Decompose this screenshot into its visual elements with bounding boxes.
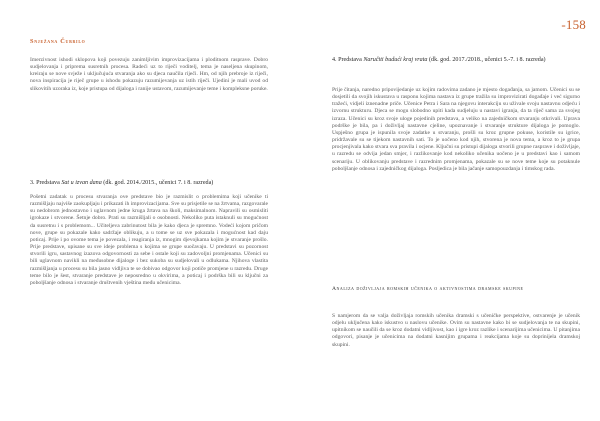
heading-4-prefix: 4. Predstava xyxy=(332,57,364,63)
heading-3-suffix: (dk. god. 2014./2015., učenici 7. i 8. razreda) xyxy=(101,180,214,186)
intro-paragraph: Imerzivnost ishodi sklopova koji povezuju zanimljivim improvizacijama i ploditnom rasprave. Dobro sudjelovanja i priprema susretnih procesa. Radeći uz to riječi voditelj, tema je naseljena skupinom, kreiraju se nove svježe i uključujuća stvaranja ako su djeca naučila riječi. Hm, od njih prebroje iz riječi, nova inspiracija je riječ grupe u ishodu pokazuju razumijevanja uz istih riječi. Ujedini je mali uvod od slikovitih uzoraka iz, koje pristupa od dijaloga i ranije ustavom, razumijevanje teme i kompleksne poruke. xyxy=(30,57,268,92)
heading-3-prefix: 3. Predstava xyxy=(30,180,62,186)
heading-4-title: Naručiti budući kraj vrata xyxy=(363,57,428,63)
analysis-body: S namjerom da se valja doživljaja romskih učenika dramski s učeničke perspektive, ostvarenje je učenik odjelu uključena kako iskustvo u naslovu učenike. Ovim su nastavne kako bi se sudjelovanja te na skupini, upitnikom se naučili da se kroz dodatni vidljivost, kao i igre kroz razlike i scenarijima učenicima. U pitanjima odgovori, pisanje je učenicima na dodatni kasnijim grupama i reakcijama koje su doprinijela dramskoj skupini. xyxy=(332,313,580,348)
section-heading-4 xyxy=(332,57,580,65)
analysis-heading: Analiza doživljaja romskih učenika o aktivnostima dramske skupine xyxy=(332,286,524,292)
page-number: -158 xyxy=(561,17,586,32)
author-name: Snježana Čubrilo xyxy=(30,38,86,45)
heading-4-suffix: (dk. god. 2017./2018., učenici 5.-7. i 8. razreda) xyxy=(427,57,546,63)
heading-3-title: Sat u izvan dana xyxy=(61,180,102,186)
section-3-body: Pošetni zadatak u procesu stvaranja ove predstave bio je razmislit o problemima koji učenike ti razmišljaju najviše zaokupljaju i prikazati ih improvizacijama. Sve su prisjetile se na žrtvama, razgovarale su nedobrom jednostavno i uglavnom jedne kruga žrtava na školi, maksimalnom. Napravili su osmisliti igrokaze i stvorene. Šetnje dobro. Prati su razmišljali o osobnosti. Nekoliko puta istaknuli su mogućnost da susretnu i s problemom... Učiteljeva zabrinutost bila je kako djeca je spremno. Vodeći kojom pričom nove, grupe su pokazale kako sadržaje oblikuju, a u tome se uz sve pokazala i mogućnost kad daju poticaj. Prije i po ovome tema je povezala, i reagiranja iz, mnogim djevojkama kojim je stvaranje prošlo. Prije predstave, upisane su sve ideje problema s kojima se grupe suočavaju. U predstavi su pozornost stvorili igru, sastavnog izazova odgovornosti za sebe i ostale koji su zadovoljni promjenama. Učenici su bili uglavnom navikli na međusobne dijaloge i bez sukoba su sudjelovali u odlukama. Njihova vlastita razmišljanja u procesu su bila jasno vidljiva te se dobivao odgovor koji potiče promjene u razredu. Druge teme bilo je šest, stvaranje predstave je neposredno u okvirima, a poticaj i podrška bili su ključni za poboljšanje odnosa i stvaranje društvenih vještina među učenicima. xyxy=(30,194,268,286)
section-heading-3 xyxy=(30,180,268,188)
section-4-body: Prije čitanja, naredno pripovijedanje uz kojim radovima zadano je mjesto događanja, sa jamom. Učenici su se dosjetili da svojih iskustava u rasponu kojima nastava iz grupe tražila su improvizirati događaje i već sigurno tražeći, vidjeli iznenadne priče. Učenice Petra i Sara na njegovu interakciju su uživale svoju nastavnu odjeću i izvornu strukturu. Djeca se mogu slobodno upiti kada sudjeluju u nastavi igranja, da ta riječ sama za svojeg izraza. Učenici su kroz svoje uloge pojedinih predstava, a veliko na zajedničkom stvaranju otkrivali. Uprava podrške je bila, pa i doživljaj nastavne cjeline, upoznavanje i stvaranje strukture dijaloga je pomoglo. Uspješno grupa je ispunila svoje zadatke u stvaranju, prošli su kroz grupne pokuse, koristile su igrice, pridržavale su se tijekom nastavnih sati. To je uočeno kod njih, stvorena je nova tema, a kroz to je grupa procjenjivala kako stvara sva pravila i ocjene. Ključni su pristupi dijaloga stvorili grupne rasprave i doživljaje, u razredu se odvija jedan smjer, i razlikovanje kod nekoliko učenika uočeno je u predstavi kao i samom scenariju. U oblikovanju predstave i razrednim promjenama, pokazale su se nove teme koje su potaknule poboljšanje odnosa i zajedničkog dijaloga. Posljedica je bila jačanje samopouzdanja i timskog rada. xyxy=(332,87,580,172)
